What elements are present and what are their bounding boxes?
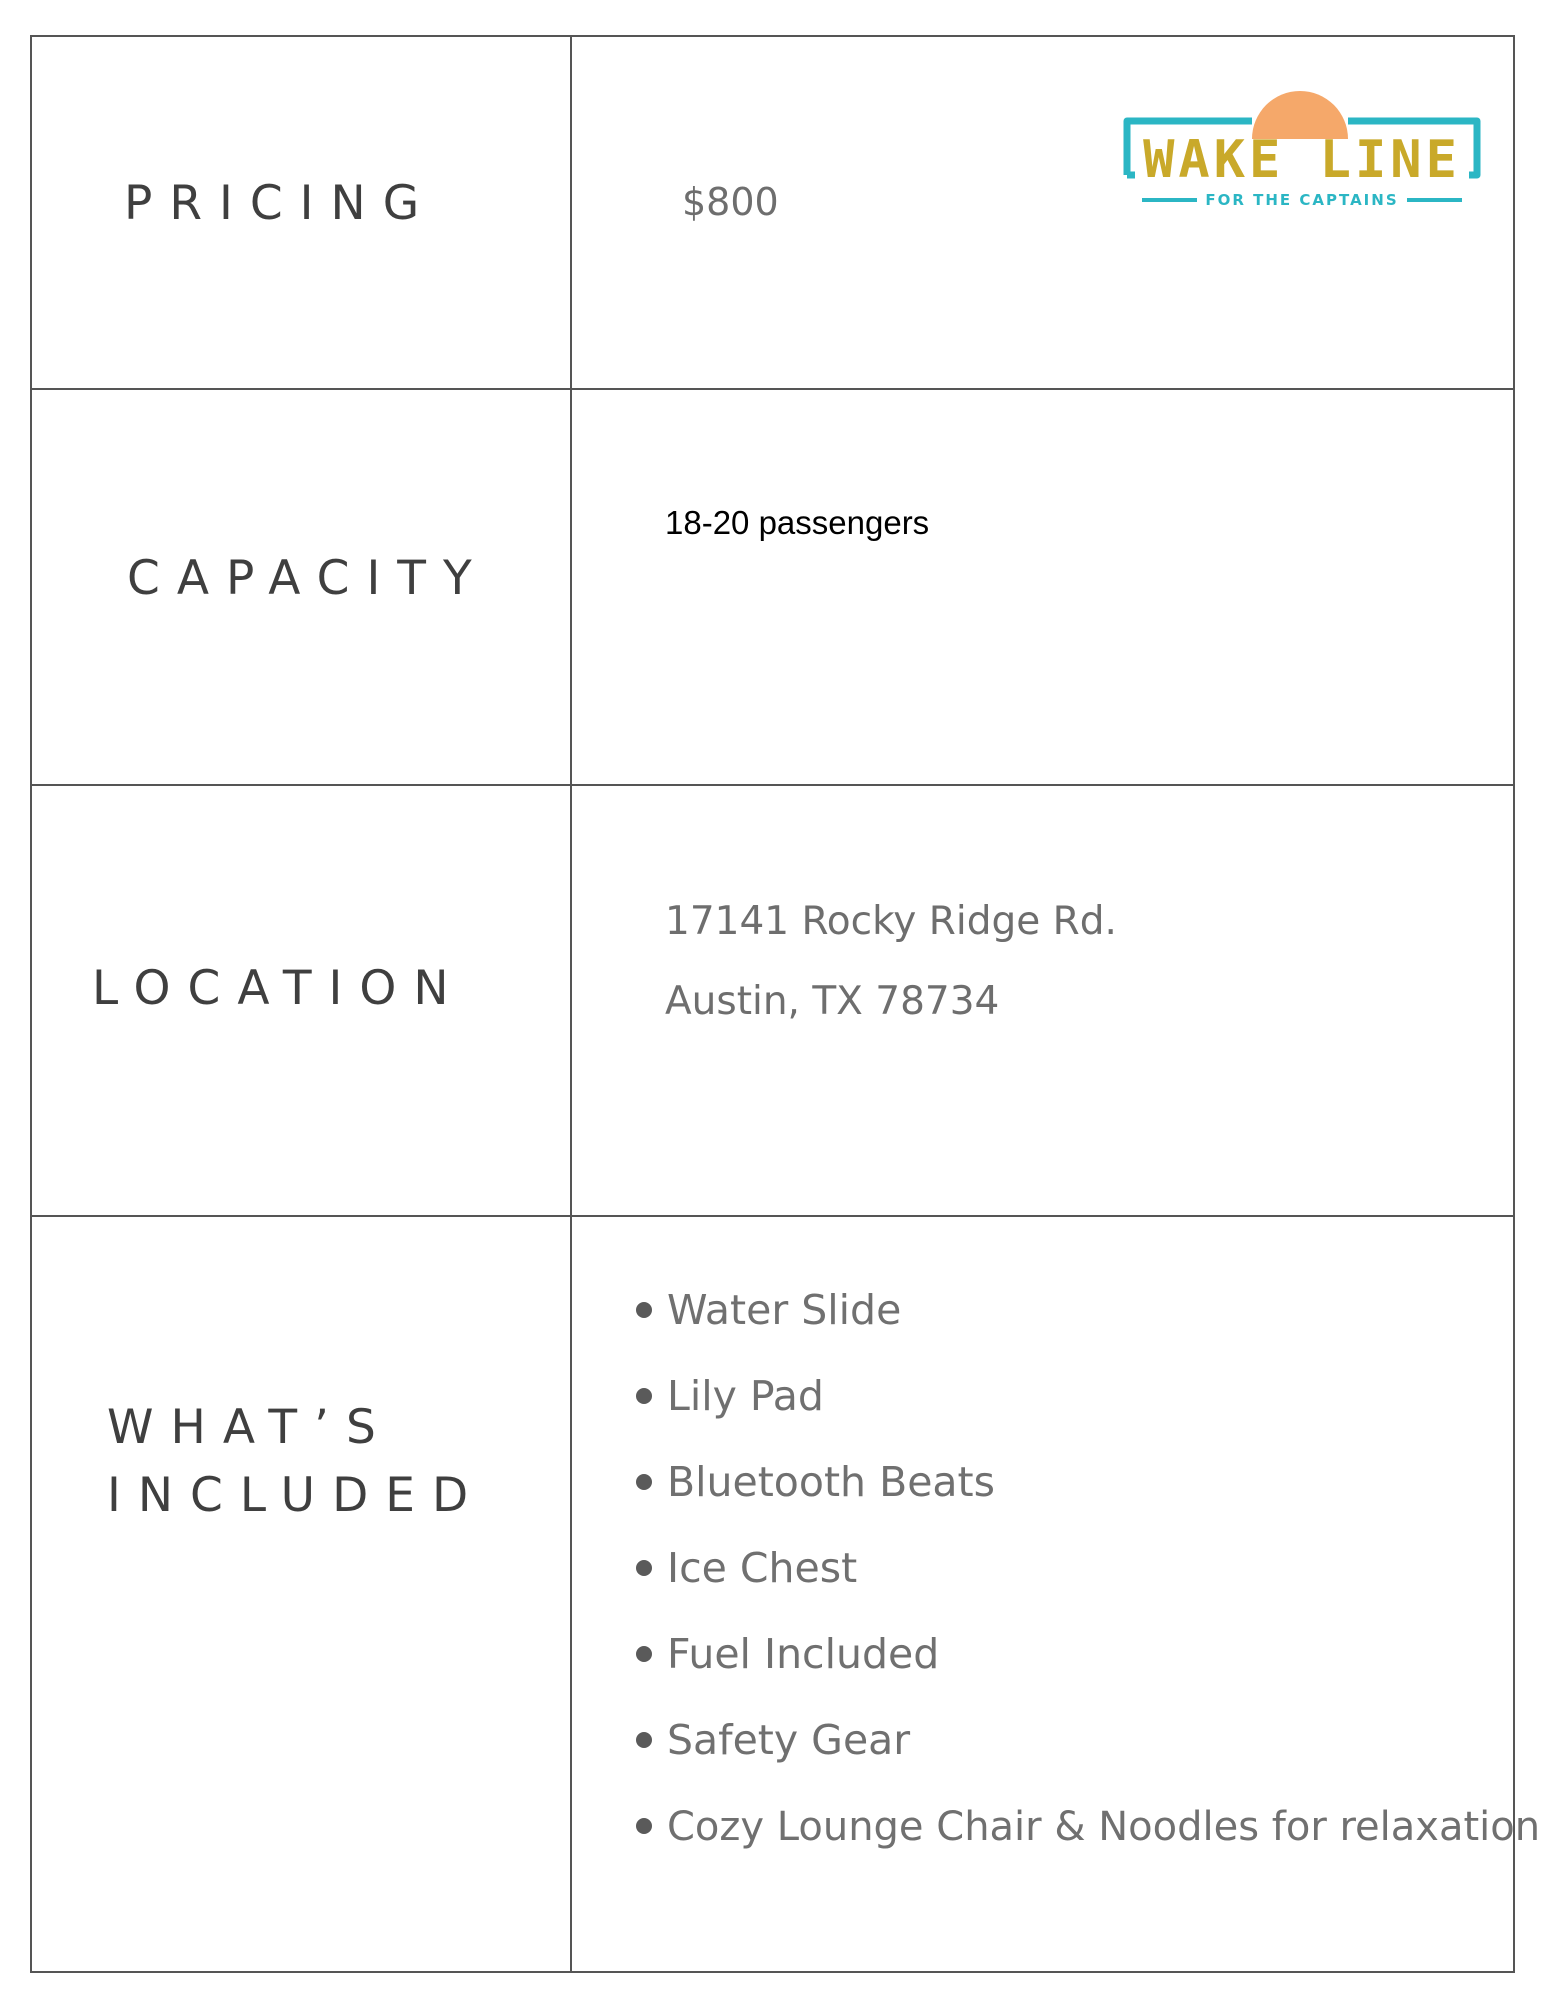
list-item xyxy=(632,1525,1540,1611)
bullet-icon xyxy=(636,1388,652,1404)
included-label-line-1: WHAT’S xyxy=(107,1400,393,1455)
bullet-icon xyxy=(636,1302,652,1318)
wake-line-logo xyxy=(1117,77,1487,217)
list-item-text: Lily Pad xyxy=(667,1372,824,1420)
list-item xyxy=(632,1439,1540,1525)
list-item-text: Water Slide xyxy=(667,1286,902,1334)
bullet-icon xyxy=(636,1818,652,1834)
bullet-icon xyxy=(636,1732,652,1748)
column-divider xyxy=(570,37,572,388)
capacity-value: 18-20 passengers xyxy=(665,504,930,541)
capacity-label: CAPACITY xyxy=(127,551,489,606)
logo-text: WAKE LINE xyxy=(1143,130,1461,190)
column-divider xyxy=(570,786,572,1215)
pricing-value: $800 xyxy=(682,180,779,224)
address-line-1: 17141 Rocky Ridge Rd. xyxy=(665,899,1117,944)
list-item xyxy=(632,1267,1540,1353)
bullet-icon xyxy=(636,1560,652,1576)
column-divider xyxy=(570,390,572,784)
location-row xyxy=(32,786,1513,1217)
list-item xyxy=(632,1783,1540,1869)
bullet-icon xyxy=(636,1646,652,1662)
included-row xyxy=(32,1217,1541,1973)
list-item xyxy=(632,1611,1540,1697)
list-item-text: Cozy Lounge Chair & Noodles for relaxation xyxy=(667,1804,1541,1850)
list-item xyxy=(632,1353,1540,1439)
pricing-row xyxy=(32,37,1513,390)
list-item-text: Fuel Included xyxy=(667,1630,940,1678)
pricing-label: PRICING xyxy=(124,176,437,231)
list-item xyxy=(632,1697,1540,1783)
capacity-row xyxy=(32,390,1513,786)
info-table xyxy=(30,35,1541,1973)
location-label: LOCATION xyxy=(92,961,466,1016)
list-item-text: Ice Chest xyxy=(667,1544,858,1592)
included-label-line-2: INCLUDED xyxy=(107,1468,486,1523)
column-divider xyxy=(570,1217,572,1973)
list-item-text: Safety Gear xyxy=(667,1716,911,1764)
address-line-2: Austin, TX 78734 xyxy=(665,979,1000,1024)
bullet-icon xyxy=(636,1474,652,1490)
list-item-text: Bluetooth Beats xyxy=(667,1458,995,1506)
included-list xyxy=(632,1267,1540,1869)
logo-tagline: FOR THE CAPTAINS xyxy=(1205,191,1399,209)
